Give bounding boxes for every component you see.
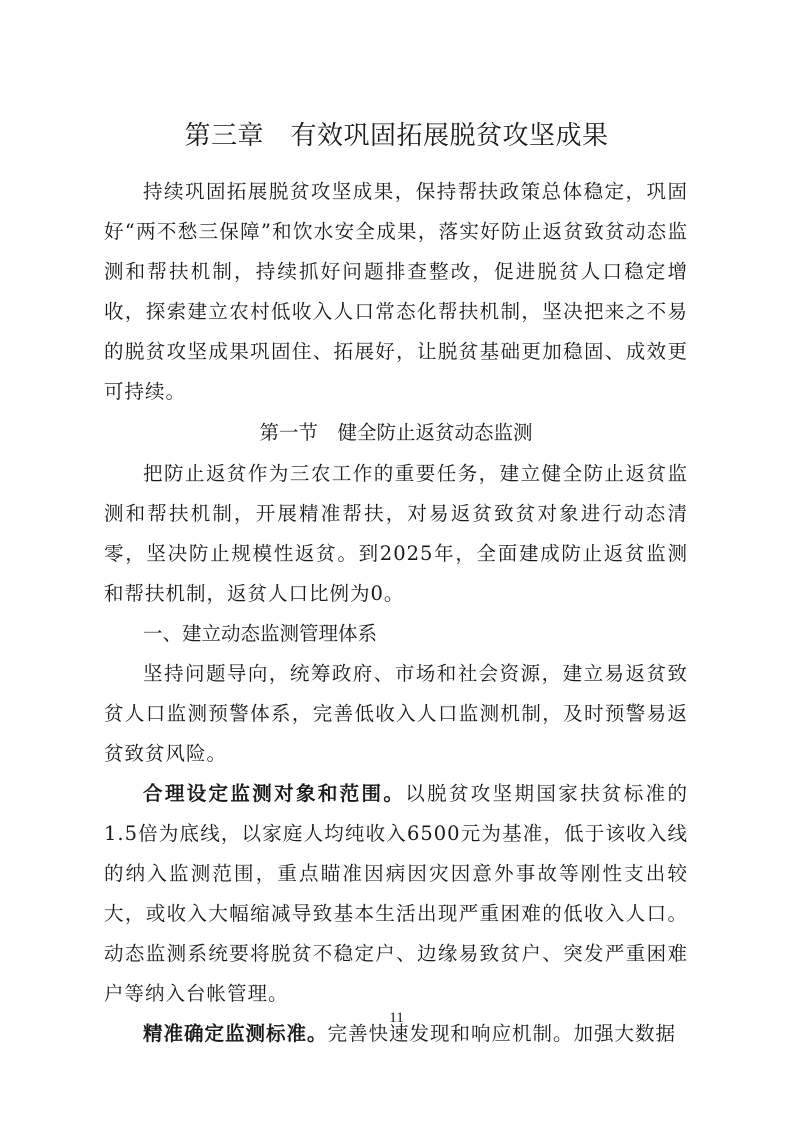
monitoring-scope-lead: 合理设定监测对象和范围。 <box>143 782 406 805</box>
monitoring-scope-text: 以脱贫攻坚期国家扶贫标准的1.5倍为底线，以家庭人均纯收入6500元为基准，低于该收入线的纳入监测范围，重点瞄准因病因灾因意外事故等刚性支出较大，或收入大幅缩减导致基本生活出现严重困难的低收入人口。动态监测系统要将脱贫不稳定户、边缘易致贫户、突发严重困难户等纳入台帐管理。 <box>104 782 688 1005</box>
monitoring-standard-lead: 精准确定监测标准。 <box>143 1022 328 1045</box>
subsection-title: 一、建立动态监测管理体系 <box>143 622 378 645</box>
document-body <box>104 172 688 1054</box>
monitoring-standard-text: 完善快速发现和响应机制。加强大数据 <box>327 1022 677 1045</box>
intro-paragraph: 持续巩固拓展脱贫攻坚成果，保持帮扶政策总体稳定，巩固好“两不愁三保障”和饮水安全成果，落实好防止返贫致贫动态监测和帮扶机制，持续抓好问题排查整改，促进脱贫人口稳定增收，探索建立农村低收入人口常态化帮扶机制，坚决把来之不易的脱贫攻坚成果巩固住、拓展好，让脱贫基础更加稳固、成效更可持续。 <box>104 180 688 403</box>
chapter-title: 第三章 有效巩固拓展脱贫攻坚成果 <box>184 121 609 151</box>
monitoring-scope-paragraph <box>104 774 688 1014</box>
subsection-paragraph: 坚持问题导向，统筹政府、市场和社会资源，建立易返贫致贫人口监测预警体系，完善低收入人口监测机制，及时预警易返贫致贫风险。 <box>104 662 688 765</box>
section-paragraph: 把防止返贫作为三农工作的重要任务，建立健全防止返贫监测和帮扶机制，开展精准帮扶，对易返贫致贫对象进行动态清零，坚决防止规模性返贫。到2025年，全面建成防止返贫监测和帮扶机制，返贫人口比例为0。 <box>104 462 688 605</box>
section-title: 第一节 健全防止返贫动态监测 <box>259 421 533 444</box>
page-number: 11 <box>389 1010 404 1026</box>
